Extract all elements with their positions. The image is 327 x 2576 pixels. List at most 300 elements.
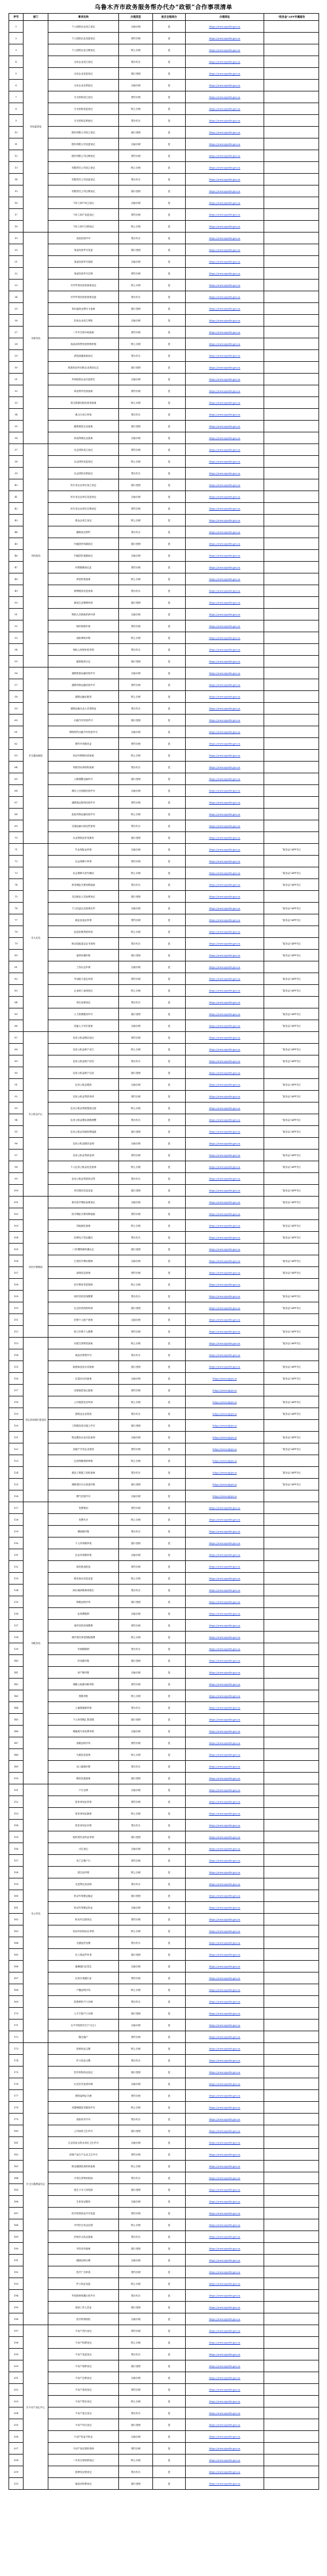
url-cell <box>186 2102 264 2114</box>
table-row <box>9 903 319 914</box>
url-cell <box>186 2419 264 2431</box>
service-url-link[interactable]: https://www.xjzwfw.gov.cn <box>209 1012 241 1016</box>
service-url-link[interactable]: https://www.xjtjw.cn <box>213 1400 237 1404</box>
online-cell: 是 <box>153 797 186 809</box>
service-url-link[interactable]: https://www.xjzwfw.gov.cn <box>209 1271 241 1274</box>
service-url-link[interactable]: https://www.xjtjw.cn <box>213 1494 237 1498</box>
service-url-link[interactable]: https://www.xjzwfw.gov.cn <box>209 330 241 334</box>
service-url-link[interactable]: https://www.xjzwfw.gov.cn <box>209 1283 241 1286</box>
service-url-link[interactable]: https://www.xjzwfw.gov.cn <box>209 354 241 357</box>
item-name-cell: 住房公积金贷款证明 <box>48 1150 119 1161</box>
app-service-cell <box>264 1949 319 1961</box>
service-url-link[interactable]: https://www.xjzwfw.gov.cn <box>209 554 241 557</box>
service-url-link[interactable]: https://www.xjzwfw.gov.cn <box>209 1976 241 1980</box>
service-url-link[interactable]: https://www.xjzwfw.gov.cn <box>209 1577 241 1580</box>
service-url-link[interactable]: https://www.xjzwfw.gov.cn <box>209 2200 241 2203</box>
department-cell: 市民政局 <box>24 444 48 668</box>
item-name-cell: 财务报表报送 <box>48 1561 119 1573</box>
table-row <box>9 1079 319 1091</box>
row-index: 3 <box>9 44 24 56</box>
service-url-link[interactable]: https://www.xjzwfw.gov.cn <box>209 965 241 969</box>
service-url-link[interactable]: https://www.xjzwfw.gov.cn <box>209 601 241 604</box>
url-cell <box>186 385 264 397</box>
service-url-link[interactable]: https://www.xjzwfw.gov.cn <box>209 178 241 181</box>
service-url-link[interactable]: https://www.xjtjw.cn <box>213 1447 237 1451</box>
service-url-link[interactable]: https://www.xjzwfw.gov.cn <box>209 2423 241 2426</box>
service-url-link[interactable]: https://www.xjzwfw.gov.cn <box>209 225 241 228</box>
service-url-link[interactable]: https://www.xjzwfw.gov.cn <box>209 1306 241 1310</box>
service-url-link[interactable]: https://www.xjzwfw.gov.cn <box>209 2059 241 2062</box>
service-url-link[interactable]: https://www.xjzwfw.gov.cn <box>209 1200 241 1204</box>
service-url-link[interactable]: https://www.xjzwfw.gov.cn <box>209 918 241 922</box>
service-url-link[interactable]: https://www.xjzwfw.gov.cn <box>209 1941 241 1944</box>
url-cell <box>186 679 264 691</box>
service-url-link[interactable]: https://www.xjtjw.cn <box>213 1483 237 1486</box>
online-cell: 是 <box>153 2349 186 2360</box>
service-url-link[interactable]: https://www.xjzwfw.gov.cn <box>209 871 241 875</box>
service-url-link[interactable]: https://www.xjzwfw.gov.cn <box>209 154 241 157</box>
service-url-link[interactable]: https://www.xjzwfw.gov.cn <box>209 189 241 193</box>
service-url-link[interactable]: https://www.xjzwfw.gov.cn <box>209 483 241 487</box>
online-cell: 是 <box>153 856 186 867</box>
service-url-link[interactable]: https://www.xjzwfw.gov.cn <box>209 95 241 99</box>
service-url-link[interactable]: https://www.xjzwfw.gov.cn <box>209 2176 241 2180</box>
service-url-link[interactable]: https://www.xjzwfw.gov.cn <box>209 60 241 63</box>
table-row <box>9 2031 319 2043</box>
handling-type-cell: 自助办理 <box>119 1843 153 1855</box>
service-url-link[interactable]: https://www.xjzwfw.gov.cn <box>209 25 241 28</box>
service-url-link[interactable]: https://www.xjzwfw.gov.cn <box>209 366 241 369</box>
service-url-link[interactable]: https://www.xjzwfw.gov.cn <box>209 789 241 792</box>
service-url-link[interactable]: https://www.xjtjw.cn <box>213 1424 237 1427</box>
item-name-cell: 住房公积金异地转移接续 <box>48 1126 119 1138</box>
service-url-link[interactable]: https://www.xjzwfw.gov.cn <box>209 1635 241 1639</box>
service-url-link[interactable]: https://www.xjzwfw.gov.cn <box>209 1106 241 1110</box>
service-url-link[interactable]: https://www.xjzwfw.gov.cn <box>209 824 241 828</box>
handling-type-cell: 预约办理 <box>119 738 153 750</box>
service-url-link[interactable]: https://www.xjzwfw.gov.cn <box>209 389 241 393</box>
service-url-link[interactable]: https://www.xjzwfw.gov.cn <box>209 695 241 698</box>
service-url-link[interactable]: https://www.xjzwfw.gov.cn <box>209 765 241 769</box>
service-url-link[interactable]: https://www.xjzwfw.gov.cn <box>209 2317 241 2321</box>
service-url-link[interactable]: https://www.xjzwfw.gov.cn <box>209 1518 241 1521</box>
service-url-link[interactable]: https://www.xjzwfw.gov.cn <box>209 1730 241 1733</box>
item-name-cell: 出入境证件申请 <box>48 1949 119 1961</box>
service-url-link[interactable]: https://www.xjzwfw.gov.cn <box>209 72 241 75</box>
service-url-link[interactable]: https://www.xjzwfw.gov.cn <box>209 2165 241 2168</box>
handling-type-cell: 自助办理 <box>119 1255 153 1267</box>
online-cell: 是 <box>153 938 186 950</box>
service-url-link[interactable]: https://www.xjzwfw.gov.cn <box>209 883 241 886</box>
url-cell <box>186 1996 264 2008</box>
item-name-cell: 社保费缴纳 <box>48 1608 119 1620</box>
service-url-link[interactable]: https://www.xjzwfw.gov.cn <box>209 530 241 534</box>
url-cell <box>186 1279 264 1291</box>
service-url-link[interactable]: https://www.xjzwfw.gov.cn <box>209 942 241 945</box>
service-url-link[interactable]: https://www.xjzwfw.gov.cn <box>209 1988 241 1991</box>
service-url-link[interactable]: https://www.xjzwfw.gov.cn <box>209 2353 241 2356</box>
service-url-link[interactable]: https://www.xjzwfw.gov.cn <box>209 448 241 451</box>
service-url-link[interactable]: https://www.xjzwfw.gov.cn <box>209 613 241 616</box>
service-url-link[interactable]: https://www.xjzwfw.gov.cn <box>209 1036 241 1039</box>
service-url-link[interactable]: https://www.xjzwfw.gov.cn <box>209 848 241 851</box>
service-url-link[interactable]: https://www.xjzwfw.gov.cn <box>209 1142 241 1145</box>
table-row <box>9 2231 319 2243</box>
row-index: 92 <box>9 1091 24 1103</box>
handling-type-cell: 网上办理 <box>119 1925 153 1937</box>
url-cell <box>186 809 264 820</box>
service-url-link[interactable]: https://www.xjzwfw.gov.cn <box>209 989 241 992</box>
handling-type-cell: 预约办理 <box>119 2090 153 2102</box>
online-cell: 是 <box>153 1197 186 1208</box>
service-url-link[interactable]: https://www.xjzwfw.gov.cn <box>209 2270 241 2274</box>
service-url-link[interactable]: https://www.xjzwfw.gov.cn <box>209 107 241 110</box>
service-url-link[interactable]: https://www.xjzwfw.gov.cn <box>209 930 241 933</box>
service-url-link[interactable]: https://www.xjzwfw.gov.cn <box>209 1318 241 1321</box>
service-url-link[interactable]: https://www.xjzwfw.gov.cn <box>209 577 241 581</box>
service-url-link[interactable]: https://www.xjzwfw.gov.cn <box>209 1624 241 1627</box>
table-row <box>9 244 319 256</box>
service-url-link[interactable]: https://www.xjzwfw.gov.cn <box>209 236 241 240</box>
service-url-link[interactable]: https://www.xjzwfw.gov.cn <box>209 671 241 675</box>
service-url-link[interactable]: https://www.xjzwfw.gov.cn <box>209 2223 241 2227</box>
app-service-cell: “政务金”APP专区 <box>264 1467 319 1479</box>
item-name-cell: 出生登记 <box>48 1843 119 1855</box>
service-url-link[interactable]: https://www.xjzwfw.gov.cn <box>209 2294 241 2297</box>
service-url-link[interactable]: https://www.xjzwfw.gov.cn <box>209 2482 241 2485</box>
service-url-link[interactable]: https://www.xjzwfw.gov.cn <box>209 777 241 781</box>
table-row <box>9 91 319 103</box>
service-url-link[interactable]: https://www.xjzwfw.gov.cn <box>209 1224 241 1227</box>
service-url-link[interactable]: https://www.xjzwfw.gov.cn <box>209 2117 241 2121</box>
service-url-link[interactable]: https://www.xjzwfw.gov.cn <box>209 295 241 298</box>
service-url-link[interactable]: https://www.xjzwfw.gov.cn <box>209 1718 241 1721</box>
service-url-link[interactable]: https://www.xjzwfw.gov.cn <box>209 730 241 733</box>
service-url-link[interactable]: https://www.xjzwfw.gov.cn <box>209 1777 241 1780</box>
table-row <box>9 715 319 726</box>
service-url-link[interactable]: https://www.xjzwfw.gov.cn <box>209 2082 241 2085</box>
service-url-link[interactable]: https://www.xjzwfw.gov.cn <box>209 2106 241 2109</box>
service-url-link[interactable]: https://www.xjzwfw.gov.cn <box>209 648 241 651</box>
online-cell: 是 <box>153 2384 186 2396</box>
handling-type-cell: 网上办理 <box>119 750 153 762</box>
service-url-link[interactable]: https://www.xjzwfw.gov.cn <box>209 895 241 898</box>
service-url-link[interactable]: https://www.xjzwfw.gov.cn <box>209 1706 241 1709</box>
department-cell: 市医疗保障局 <box>24 1197 48 1338</box>
service-url-link[interactable]: https://www.xjzwfw.gov.cn <box>209 1553 241 1556</box>
service-url-link[interactable]: https://www.xjzwfw.gov.cn <box>209 2329 241 2332</box>
service-url-link[interactable]: https://www.xjzwfw.gov.cn <box>209 37 241 40</box>
service-url-link[interactable]: https://www.xjzwfw.gov.cn <box>209 1847 241 1850</box>
service-url-link[interactable]: https://www.xjzwfw.gov.cn <box>209 813 241 816</box>
service-url-link[interactable]: https://www.xjzwfw.gov.cn <box>209 636 241 639</box>
online-cell: 是 <box>153 2184 186 2196</box>
service-url-link[interactable]: https://www.xjzwfw.gov.cn <box>209 1071 241 1074</box>
service-url-link[interactable]: https://www.xjzwfw.gov.cn <box>209 1165 241 1168</box>
service-url-link[interactable]: https://www.xjzwfw.gov.cn <box>209 589 241 592</box>
row-index: 45 <box>9 538 24 550</box>
service-url-link[interactable]: https://www.xjzwfw.gov.cn <box>209 1295 241 1298</box>
service-url-link[interactable]: https://www.xjzwfw.gov.cn <box>209 1565 241 1568</box>
item-name-cell: 职业技能鉴定证书查询 <box>48 938 119 950</box>
service-url-link[interactable]: https://www.xjzwfw.gov.cn <box>209 1330 241 1333</box>
service-url-link[interactable]: https://www.xjzwfw.gov.cn <box>209 1953 241 1956</box>
service-url-link[interactable]: https://www.xjtjw.cn <box>213 1389 237 1392</box>
handling-type-cell: 预约办理 <box>119 1972 153 1984</box>
row-index: 145 <box>9 1714 24 1726</box>
service-url-link[interactable]: https://www.xjzwfw.gov.cn <box>209 801 241 804</box>
service-url-link[interactable]: https://www.xjzwfw.gov.cn <box>209 1588 241 1592</box>
service-url-link[interactable]: https://www.xjzwfw.gov.cn <box>209 1118 241 1121</box>
online-cell: 是 <box>153 1150 186 1161</box>
app-service-cell <box>264 597 319 609</box>
service-url-link[interactable]: https://www.xjzwfw.gov.cn <box>209 977 241 980</box>
service-url-link[interactable]: https://www.xjtjw.cn <box>213 1471 237 1474</box>
service-url-link[interactable]: https://www.xjzwfw.gov.cn <box>209 2012 241 2015</box>
table-row <box>9 2431 319 2443</box>
table-row <box>9 1996 319 2008</box>
row-index: 99 <box>9 1173 24 1185</box>
handling-type-cell: 窗口受理 <box>119 68 153 80</box>
handling-type-cell: 窗口受理 <box>119 832 153 844</box>
service-url-link[interactable]: https://www.xjzwfw.gov.cn <box>209 460 241 463</box>
service-url-link[interactable]: https://www.xjzwfw.gov.cn <box>209 2470 241 2473</box>
handling-type-cell: 网上办理 <box>119 1867 153 1878</box>
row-index: 57 <box>9 679 24 691</box>
service-url-link[interactable]: https://www.xjzwfw.gov.cn <box>209 754 241 757</box>
service-url-link[interactable]: https://www.xjzwfw.gov.cn <box>209 1824 241 1827</box>
service-url-link[interactable]: https://www.xjzwfw.gov.cn <box>209 425 241 428</box>
service-url-link[interactable]: https://www.xjzwfw.gov.cn <box>209 319 241 322</box>
handling-type-cell: 帮办代办 <box>119 1349 153 1361</box>
url-cell <box>186 2313 264 2325</box>
service-url-link[interactable]: https://www.xjzwfw.gov.cn <box>209 707 241 710</box>
service-url-link[interactable]: https://www.xjzwfw.gov.cn <box>209 119 241 122</box>
table-row <box>9 1467 319 1479</box>
service-url-link[interactable]: https://www.xjzwfw.gov.cn <box>209 1342 241 1345</box>
service-url-link[interactable]: https://www.xjzwfw.gov.cn <box>209 1130 241 1133</box>
service-url-link[interactable]: https://www.xjzwfw.gov.cn <box>209 1189 241 1192</box>
service-url-link[interactable]: https://www.xjzwfw.gov.cn <box>209 142 241 146</box>
service-url-link[interactable]: https://www.xjzwfw.gov.cn <box>209 436 241 440</box>
service-url-link[interactable]: https://www.xjzwfw.gov.cn <box>209 378 241 381</box>
url-cell <box>186 491 264 503</box>
service-url-link[interactable]: https://www.xjzwfw.gov.cn <box>209 2129 241 2133</box>
service-url-link[interactable]: https://www.xjzwfw.gov.cn <box>209 260 241 263</box>
app-service-cell <box>264 1679 319 1690</box>
service-url-link[interactable]: https://www.xjzwfw.gov.cn <box>209 213 241 216</box>
service-url-link[interactable]: https://www.xjzwfw.gov.cn <box>209 1083 241 1086</box>
service-url-link[interactable]: https://www.xjzwfw.gov.cn <box>209 2235 241 2238</box>
service-url-link[interactable]: https://www.xjzwfw.gov.cn <box>209 519 241 522</box>
service-url-link[interactable]: https://www.xjzwfw.gov.cn <box>209 1248 241 1251</box>
service-url-link[interactable]: https://www.xjzwfw.gov.cn <box>209 660 241 663</box>
handling-type-cell: 网上办理 <box>119 573 153 585</box>
service-url-link[interactable]: https://www.xjzwfw.gov.cn <box>209 1353 241 1357</box>
service-url-link[interactable]: https://www.xjzwfw.gov.cn <box>209 2447 241 2450</box>
service-url-link[interactable]: https://www.xjzwfw.gov.cn <box>209 84 241 87</box>
url-cell <box>186 950 264 961</box>
service-url-link[interactable]: https://www.xjzwfw.gov.cn <box>209 472 241 475</box>
service-url-link[interactable]: https://www.xjzwfw.gov.cn <box>209 2247 241 2250</box>
service-url-link[interactable]: https://www.xjzwfw.gov.cn <box>209 542 241 545</box>
online-cell: 是 <box>153 1420 186 1432</box>
url-cell <box>186 585 264 597</box>
service-url-link[interactable]: https://www.xjtjw.cn <box>213 1459 237 1462</box>
service-url-link[interactable]: https://www.xjzwfw.gov.cn <box>209 1800 241 1803</box>
table-row <box>9 762 319 773</box>
service-url-link[interactable]: https://www.xjzwfw.gov.cn <box>209 1741 241 1745</box>
service-url-link[interactable]: https://www.xjzwfw.gov.cn <box>209 1236 241 1239</box>
service-url-link[interactable]: https://www.xjzwfw.gov.cn <box>209 201 241 204</box>
service-url-link[interactable]: https://www.xjzwfw.gov.cn <box>209 2259 241 2262</box>
service-url-link[interactable]: https://www.xjzwfw.gov.cn <box>209 1929 241 1933</box>
service-url-link[interactable]: https://www.xjzwfw.gov.cn <box>209 2282 241 2285</box>
service-url-link[interactable]: https://www.xjzwfw.gov.cn <box>209 1212 241 1216</box>
service-url-link[interactable]: https://www.xjzwfw.gov.cn <box>209 2035 241 2038</box>
service-url-link[interactable]: https://www.xjzwfw.gov.cn <box>209 1918 241 1921</box>
item-name-cell: 医疗广告审查 <box>48 2266 119 2278</box>
service-url-link[interactable]: https://www.xjzwfw.gov.cn <box>209 342 241 346</box>
url-cell <box>186 1044 264 1055</box>
online-cell: 是 <box>153 2337 186 2349</box>
service-url-link[interactable]: https://www.xjzwfw.gov.cn <box>209 1894 241 1897</box>
service-url-link[interactable]: https://www.xjzwfw.gov.cn <box>209 1365 241 1368</box>
url-cell <box>186 174 264 185</box>
service-url-link[interactable]: https://www.xjzwfw.gov.cn <box>209 1647 241 1650</box>
item-name-cell: 补领婚姻登记证 <box>48 562 119 573</box>
service-url-link[interactable]: https://www.xjzwfw.gov.cn <box>209 48 241 52</box>
service-url-link[interactable]: https://www.xjzwfw.gov.cn <box>209 1812 241 1815</box>
service-url-link[interactable]: https://www.xjzwfw.gov.cn <box>209 1095 241 1098</box>
app-service-cell <box>264 1067 319 1079</box>
row-index: 26 <box>9 315 24 327</box>
service-url-link[interactable]: https://www.xjzwfw.gov.cn <box>209 283 241 287</box>
service-url-link[interactable]: https://www.xjzwfw.gov.cn <box>209 2070 241 2074</box>
row-index: 202 <box>9 2384 24 2396</box>
service-url-link[interactable]: https://www.xjtjw.cn <box>213 1377 237 1380</box>
service-url-link[interactable]: https://www.xjzwfw.gov.cn <box>209 1001 241 1004</box>
service-url-link[interactable]: https://www.xjzwfw.gov.cn <box>209 1506 241 1509</box>
service-url-link[interactable]: https://www.xjzwfw.gov.cn <box>209 1906 241 1909</box>
service-url-link[interactable]: https://www.xjzwfw.gov.cn <box>209 248 241 251</box>
table-row <box>9 2067 319 2078</box>
service-url-link[interactable]: https://www.xjzwfw.gov.cn <box>209 2094 241 2097</box>
handling-type-cell: 预约办理 <box>119 797 153 809</box>
service-url-link[interactable]: https://www.xjzwfw.gov.cn <box>209 401 241 404</box>
online-cell: 是 <box>153 1114 186 1126</box>
item-name-cell: 合伙企业变更登记 <box>48 68 119 80</box>
item-name-cell: 港澳通行证签注 <box>48 1961 119 1972</box>
row-index: 36 <box>9 432 24 444</box>
service-url-link[interactable]: https://www.xjtjw.cn <box>213 1412 237 1415</box>
service-url-link[interactable]: https://www.xjzwfw.gov.cn <box>209 2400 241 2403</box>
online-cell: 是 <box>153 1208 186 1220</box>
service-url-link[interactable]: https://www.xjzwfw.gov.cn <box>209 1659 241 1662</box>
service-url-link[interactable]: https://www.xjzwfw.gov.cn <box>209 2388 241 2391</box>
service-url-link[interactable]: https://www.xjzwfw.gov.cn <box>209 2376 241 2379</box>
item-name-cell: 报废机动车回收企业资质认定 <box>48 362 119 374</box>
app-service-cell <box>264 1878 319 1890</box>
service-url-link[interactable]: https://www.xjzwfw.gov.cn <box>209 1671 241 1674</box>
service-url-link[interactable]: https://www.xjzwfw.gov.cn <box>209 1788 241 1792</box>
service-url-link[interactable]: https://www.xjzwfw.gov.cn <box>209 1612 241 1615</box>
service-url-link[interactable]: https://www.xjzwfw.gov.cn <box>209 1765 241 1768</box>
service-url-link[interactable]: https://www.xjzwfw.gov.cn <box>209 272 241 275</box>
service-url-link[interactable]: https://www.xjzwfw.gov.cn <box>209 1048 241 1051</box>
table-row <box>9 985 319 997</box>
service-url-link[interactable]: https://www.xjzwfw.gov.cn <box>209 1882 241 1886</box>
service-url-link[interactable]: https://www.xjzwfw.gov.cn <box>209 1024 241 1027</box>
service-url-link[interactable]: https://www.xjzwfw.gov.cn <box>209 2212 241 2215</box>
service-url-link[interactable]: https://www.xjzwfw.gov.cn <box>209 2411 241 2415</box>
service-url-link[interactable]: https://www.xjzwfw.gov.cn <box>209 1871 241 1874</box>
service-url-link[interactable]: https://www.xjzwfw.gov.cn <box>209 2023 241 2027</box>
service-url-link[interactable]: https://www.xjzwfw.gov.cn <box>209 683 241 686</box>
service-url-link[interactable]: https://www.xjzwfw.gov.cn <box>209 413 241 416</box>
service-url-link[interactable]: https://www.xjzwfw.gov.cn <box>209 2047 241 2050</box>
service-url-link[interactable]: https://www.xjzwfw.gov.cn <box>209 2458 241 2462</box>
service-url-link[interactable]: https://www.xjzwfw.gov.cn <box>209 307 241 310</box>
service-url-link[interactable]: https://www.xjzwfw.gov.cn <box>209 2435 241 2438</box>
service-url-link[interactable]: https://www.xjzwfw.gov.cn <box>209 1530 241 1533</box>
table-row <box>9 2008 319 2020</box>
url-cell <box>186 738 264 750</box>
url-cell <box>186 374 264 385</box>
service-url-link[interactable]: https://www.xjzwfw.gov.cn <box>209 1835 241 1839</box>
service-url-link[interactable]: https://www.xjzwfw.gov.cn <box>209 2188 241 2191</box>
service-url-link[interactable]: https://www.xjzwfw.gov.cn <box>209 2306 241 2309</box>
service-url-link[interactable]: https://www.xjzwfw.gov.cn <box>209 2341 241 2344</box>
service-url-link[interactable]: https://www.xjzwfw.gov.cn <box>209 166 241 169</box>
service-url-link[interactable]: https://www.xjzwfw.gov.cn <box>209 507 241 510</box>
service-url-link[interactable]: https://www.xjzwfw.gov.cn <box>209 131 241 134</box>
service-url-link[interactable]: https://www.xjzwfw.gov.cn <box>209 1965 241 1968</box>
service-url-link[interactable]: https://www.xjzwfw.gov.cn <box>209 566 241 569</box>
service-url-link[interactable]: https://www.xjzwfw.gov.cn <box>209 624 241 628</box>
service-url-link[interactable]: https://www.xjzwfw.gov.cn <box>209 2153 241 2156</box>
service-url-link[interactable]: https://www.xjzwfw.gov.cn <box>209 1059 241 1063</box>
service-url-link[interactable]: https://www.xjzwfw.gov.cn <box>209 954 241 957</box>
service-url-link[interactable]: https://www.xjzwfw.gov.cn <box>209 2364 241 2368</box>
service-url-link[interactable]: https://www.xjzwfw.gov.cn <box>209 1694 241 1698</box>
service-url-link[interactable]: https://www.xjzwfw.gov.cn <box>209 907 241 910</box>
item-name-cell: 税收优惠备案 <box>48 1773 119 1784</box>
service-url-link[interactable]: https://www.xjzwfw.gov.cn <box>209 1753 241 1756</box>
service-url-link[interactable]: https://www.xjzwfw.gov.cn <box>209 1682 241 1686</box>
service-url-link[interactable]: https://www.xjzwfw.gov.cn <box>209 1541 241 1545</box>
app-service-cell <box>264 832 319 844</box>
service-url-link[interactable]: https://www.xjzwfw.gov.cn <box>209 1600 241 1603</box>
service-url-link[interactable]: https://www.xjzwfw.gov.cn <box>209 718 241 722</box>
service-url-link[interactable]: https://www.xjzwfw.gov.cn <box>209 836 241 839</box>
service-url-link[interactable]: https://www.xjzwfw.gov.cn <box>209 1859 241 1862</box>
row-index: 176 <box>9 2078 24 2090</box>
service-url-link[interactable]: https://www.xjzwfw.gov.cn <box>209 1177 241 1180</box>
service-url-link[interactable]: https://www.xjzwfw.gov.cn <box>209 2000 241 2003</box>
service-url-link[interactable]: https://www.xjzwfw.gov.cn <box>209 2141 241 2144</box>
service-url-link[interactable]: https://www.xjzwfw.gov.cn <box>209 742 241 745</box>
table-row <box>9 2384 319 2396</box>
row-index: 8 <box>9 103 24 115</box>
item-name-cell: 房屋租赁登记备案 <box>48 1385 119 1396</box>
app-service-cell <box>264 1490 319 1502</box>
service-url-link[interactable]: https://www.xjzwfw.gov.cn <box>209 860 241 863</box>
service-url-link[interactable]: https://www.xjtjw.cn <box>213 1436 237 1439</box>
service-url-link[interactable]: https://www.xjzwfw.gov.cn <box>209 1153 241 1157</box>
service-url-link[interactable]: https://www.xjzwfw.gov.cn <box>209 1259 241 1263</box>
service-url-link[interactable]: https://www.xjzwfw.gov.cn <box>209 495 241 498</box>
